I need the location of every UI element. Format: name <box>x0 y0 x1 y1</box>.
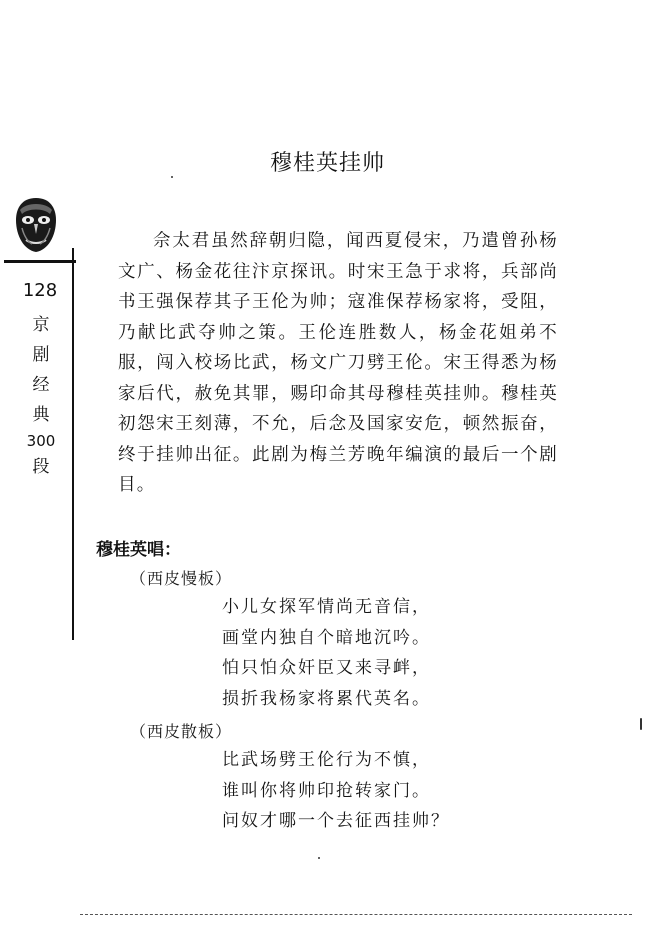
aria-mode-label: （西皮慢板） <box>130 569 233 588</box>
book-title-vertical <box>26 310 56 482</box>
verse-line: 损折我杨家将累代英名。 <box>222 688 431 709</box>
book-title-char: 段 <box>32 457 50 477</box>
margin-rule-vertical <box>72 248 74 640</box>
article-title: 穆桂英挂帅 <box>270 151 386 176</box>
book-title-char: 剧 <box>32 345 50 365</box>
scan-speck <box>318 857 320 859</box>
verse-line: 问奴才哪一个去征西挂帅？ <box>222 811 450 831</box>
book-title-number: 300 <box>26 432 56 450</box>
margin-rule-horizontal <box>4 260 76 263</box>
verse-line: 怕只怕众奸臣又来寻衅， <box>222 658 431 678</box>
verse-line: 小儿女探军情尚无音信， <box>222 597 431 617</box>
aria-mode-label: （西皮散板） <box>130 722 233 741</box>
scan-speck <box>640 718 642 730</box>
singer-label: 穆桂英唱： <box>96 540 181 560</box>
verse-block <box>222 592 522 714</box>
verse-line: 画堂内独自个暗地沉吟。 <box>222 627 431 648</box>
opera-mask-icon <box>14 196 58 254</box>
book-title-char: 典 <box>32 405 50 425</box>
book-title-char: 京 <box>32 315 50 335</box>
book-title-char: 经 <box>32 375 50 395</box>
verse-line: 谁叫你将帅印抢转家门。 <box>222 780 431 801</box>
verse-line: 比武场劈王伦行为不慎， <box>222 750 431 770</box>
scan-speck <box>171 176 173 178</box>
verse-block <box>222 745 522 837</box>
page-number: 128 <box>22 280 58 301</box>
intro-paragraph: 佘太君虽然辞朝归隐，闻西夏侵宋，乃遣曾孙杨文广、杨金花往汴京探讯。时宋王急于求将，兵部尚书王强保荐其子王伦为帅；寇准保荐杨家将，受阻，乃献比武夺帅之策。王伦连胜数人，杨金花姐弟不服，闯入校场比武，杨文广刀劈王伦。宋王得悉为杨家后代，赦免其罪，赐印命其母穆桂英挂帅。穆桂英初怨宋王刻薄，不允，后念及国家安危，顿然振奋，终于挂帅出征。此剧为梅兰芳晚年编演的最后一个剧目。 <box>118 231 558 495</box>
footer-rule <box>80 914 632 916</box>
